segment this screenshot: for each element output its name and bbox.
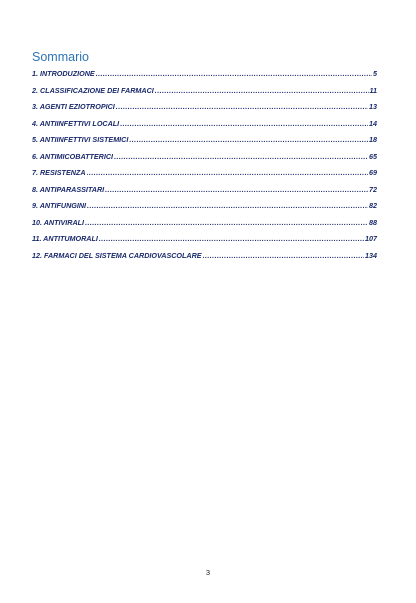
toc-entry-label: 3. AGENTI EZIOTROPICI xyxy=(32,102,115,111)
dot-leader xyxy=(116,102,368,111)
dot-leader xyxy=(129,135,368,144)
toc-entry-page: 134 xyxy=(365,250,377,260)
toc-entry-page: 69 xyxy=(369,168,377,177)
toc-entry-antivirali[interactable] xyxy=(32,218,377,235)
toc-entry-page: 13 xyxy=(369,102,377,111)
toc-entry-label: 12. FARMACI DEL SISTEMA CARDIOVASCOLARE xyxy=(32,250,202,260)
toc-entry-antiparassitari[interactable] xyxy=(32,185,377,202)
toc-entry-agenti-eziotropici[interactable] xyxy=(32,102,377,119)
toc-entry-antiinfettivi-locali[interactable] xyxy=(32,119,377,136)
toc-entry-label: 10. ANTIVIRALI xyxy=(32,217,85,227)
toc-entry-label: 2. CLASSIFICAZIONE DEI FARMACI xyxy=(32,85,154,95)
dot-leader xyxy=(87,168,368,177)
toc-entry-farmaci-cardiovascolare[interactable] xyxy=(32,251,377,268)
toc-entry-antifungini[interactable] xyxy=(32,201,377,218)
toc-entry-page: 5 xyxy=(373,69,377,78)
toc-entry-resistenza[interactable] xyxy=(32,168,377,185)
dot-leader xyxy=(203,251,364,260)
toc-entry-label: 11. ANTITUMORALI xyxy=(32,234,98,243)
toc-entry-introduzione[interactable] xyxy=(32,69,377,86)
page-number: 3 xyxy=(205,568,211,577)
toc-entry-page: 18 xyxy=(369,135,377,144)
dot-leader xyxy=(120,119,368,128)
toc-list xyxy=(32,69,377,267)
toc-entry-page: 88 xyxy=(369,217,377,227)
dot-leader xyxy=(105,185,368,194)
toc-entry-classificazione[interactable] xyxy=(32,86,377,103)
toc-entry-page: 14 xyxy=(369,118,377,128)
toc-entry-label: 8. ANTIPARASSITARI xyxy=(32,184,105,194)
toc-entry-page: 11 xyxy=(369,85,377,95)
toc-entry-label: 5. ANTIINFETTIVI SISTEMICI xyxy=(32,135,129,144)
toc-entry-page: 72 xyxy=(369,184,377,194)
toc-entry-page: 65 xyxy=(369,151,377,161)
dot-leader xyxy=(155,86,369,95)
toc-entry-label: 6. ANTIMICOBATTERICI xyxy=(32,151,114,161)
dot-leader xyxy=(99,234,364,243)
toc-entry-label: 4. ANTIINFETTIVI LOCALI xyxy=(32,118,120,128)
toc-entry-label: 1. INTRODUZIONE xyxy=(32,69,95,78)
toc-entry-label: 7. RESISTENZA xyxy=(32,168,86,177)
dot-leader xyxy=(114,152,368,161)
toc-entry-label: 9. ANTIFUNGINI xyxy=(32,201,87,210)
dot-leader xyxy=(96,69,372,78)
dot-leader xyxy=(87,201,368,210)
dot-leader xyxy=(85,218,368,227)
toc-entry-antimicobatterici[interactable] xyxy=(32,152,377,169)
toc-entry-page: 107 xyxy=(365,234,377,243)
toc-entry-antiinfettivi-sistemici[interactable] xyxy=(32,135,377,152)
toc-entry-page: 82 xyxy=(369,201,377,210)
toc-title: Sommario xyxy=(32,50,89,64)
toc-entry-antitumorali[interactable] xyxy=(32,234,377,251)
